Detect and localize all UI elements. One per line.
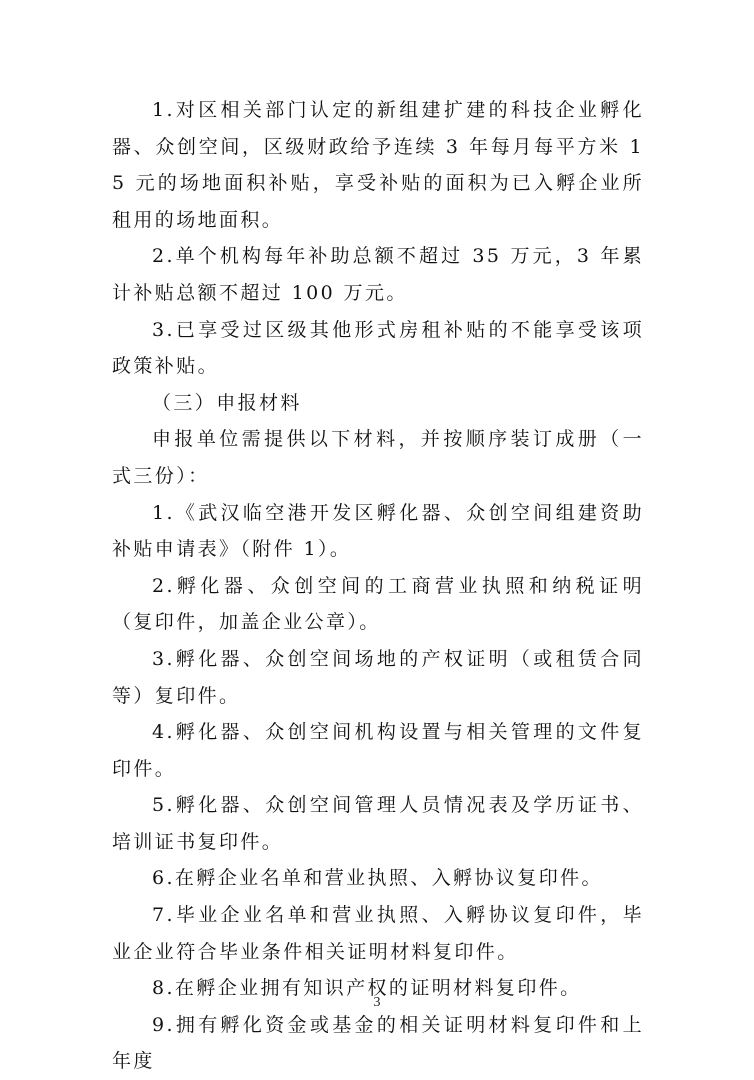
paragraph-subsidy-cap: 2.单个机构每年补助总额不超过 35 万元，3 年累计补贴总额不超过 100 万元。 <box>112 245 644 304</box>
page-number: 3 <box>373 995 381 1010</box>
list-item-ip-proof: 8.在孵企业拥有知识产权的证明材料复印件。 <box>152 977 582 1000</box>
list-item-organization-docs: 4.孵化器、众创空间机构设置与相关管理的文件复印件。 <box>112 721 644 780</box>
section-heading-materials: （三）申报材料 <box>152 391 302 414</box>
list-item-property-proof: 3.孵化器、众创空间场地的产权证明（或租赁合同等）复印件。 <box>112 647 644 707</box>
list-item-application-form: 1.《武汉临空港开发区孵化器、众创空间组建资助补贴申请表》（附件 1）。 <box>112 501 644 561</box>
paragraph-materials-intro: 申报单位需提供以下材料，并按顺序装订成册（一式三份）： <box>112 428 644 487</box>
list-item-staff-info: 5.孵化器、众创空间管理人员情况表及学历证书、培训证书复印件。 <box>112 794 644 853</box>
list-item-incubated-companies: 6.在孵企业名单和营业执照、入孵协议复印件。 <box>152 867 603 890</box>
list-item-graduated-companies: 7.毕业企业名单和营业执照、入孵协议复印件，毕业企业符合毕业条件相关证明材料复印件。 <box>112 904 644 963</box>
list-item-funding-proof: 9.拥有孵化资金或基金的相关证明材料复印件和上年度 <box>112 1013 644 1073</box>
list-item-business-license: 2.孵化器、众创空间的工商营业执照和纳税证明（复印件，加盖企业公章）。 <box>112 574 644 634</box>
paragraph-subsidy-area: 1.对区相关部门认定的新组建扩建的科技企业孵化器、众创空间，区级财政给予连续 3 年每月每平方米 15 元的场地面积补贴，享受补贴的面积为已入孵企业所租用的场地面积。 <box>112 99 644 231</box>
document-body <box>112 92 644 1080</box>
paragraph-subsidy-exclusion: 3.已享受过区级其他形式房租补贴的不能享受该项政策补贴。 <box>112 318 644 378</box>
